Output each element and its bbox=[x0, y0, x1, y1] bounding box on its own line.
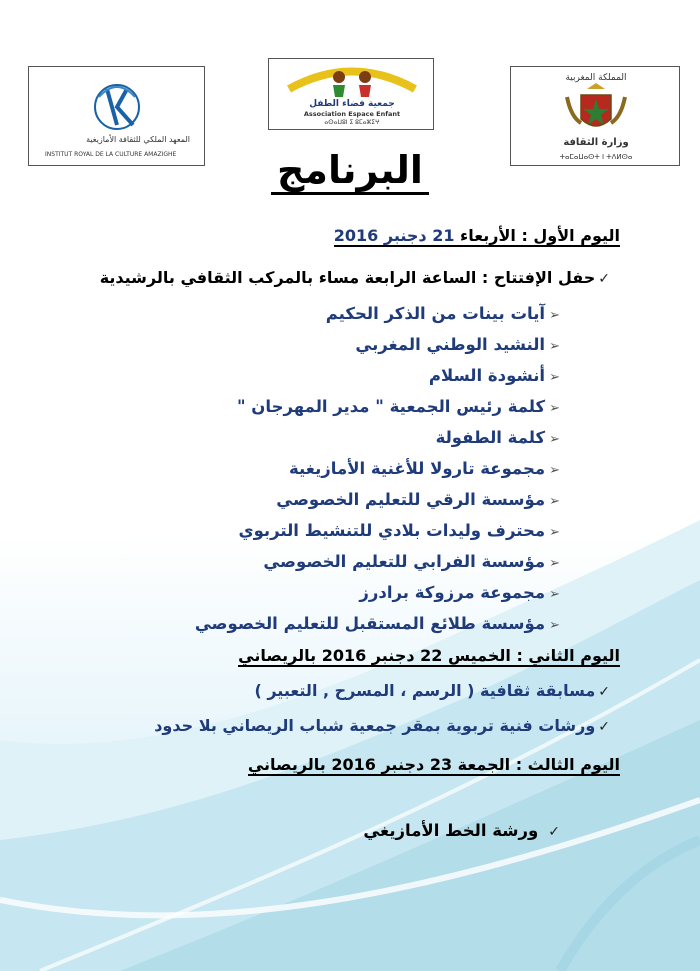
day1-heading-date: 21 دجنبر 2016 bbox=[333, 226, 455, 245]
list-item: ➢مؤسسة الفرابي للتعليم الخصوصي bbox=[263, 552, 560, 571]
day1-heading bbox=[334, 226, 620, 247]
list-item: ➢مؤسسة الرقي للتعليم الخصوصي bbox=[276, 490, 560, 509]
check-icon: ✓ bbox=[548, 824, 560, 840]
arrow-bullet-icon: ➢ bbox=[549, 587, 560, 602]
association-name-tf: ⴰⵙⴰⵡⵓⵏ ⵉ ⵓⵎⴰⵣⵉⵖ bbox=[324, 119, 380, 126]
ministry-name-ar: وزارة الثقافة bbox=[563, 137, 629, 148]
arrow-bullet-icon: ➢ bbox=[549, 308, 560, 323]
check-icon: ✓ bbox=[598, 271, 610, 287]
ircam-name-fr: INSTITUT ROYAL DE LA CULTURE AMAZIGHE bbox=[45, 151, 177, 158]
day2-heading: اليوم الثاني : الخميس 22 دجنبر 2016 بالريصاني bbox=[238, 646, 620, 665]
list-item: ➢كلمة رئيس الجمعية " مدير المهرجان " bbox=[236, 397, 560, 416]
list-item: ➢النشيد الوطني المغربي bbox=[355, 335, 560, 354]
arrow-bullet-icon: ➢ bbox=[549, 525, 560, 540]
arrow-bullet-icon: ➢ bbox=[549, 432, 560, 447]
association-name-fr: Association Espace Enfant bbox=[303, 110, 401, 118]
arrow-bullet-icon: ➢ bbox=[549, 339, 560, 354]
arrow-bullet-icon: ➢ bbox=[549, 401, 560, 416]
arrow-bullet-icon: ➢ bbox=[549, 370, 560, 385]
day1-heading-prefix: اليوم الأول : الأربعاء bbox=[460, 226, 620, 245]
check-icon: ✓ bbox=[598, 719, 610, 735]
arrow-bullet-icon: ➢ bbox=[549, 494, 560, 509]
page-title: البرنامج bbox=[0, 148, 700, 192]
list-item: ➢مجموعة مرزوكة برادرز bbox=[359, 583, 560, 602]
ircam-name-ar: المعهد الملكي للثقافة الأمازيغية bbox=[86, 135, 190, 144]
workshops-line: ✓ورشات فنية تربوية بمقر جمعية شباب الريصاني بلا حدود bbox=[154, 716, 610, 735]
association-logo bbox=[268, 58, 434, 130]
list-item: ➢مجموعة تارولا للأغنية الأمازيغية bbox=[289, 459, 560, 478]
ministry-name-tf: ⵜⴰⵎⴰⵡⴰⵙⵜ ⵏ ⵜⴷⵍⵙⴰ bbox=[559, 153, 633, 161]
competition-line: ✓مسابقة ثقافية ( الرسم ، المسرح , التعبير ) bbox=[254, 681, 610, 700]
tifinagh-workshop-line: ✓ورشة الخط الأمازيغي bbox=[363, 821, 560, 840]
list-item: ➢أنشودة السلام bbox=[428, 366, 560, 385]
association-name-ar: جمعية فضاء الطفل bbox=[309, 99, 395, 109]
day3-heading: اليوم الثالث : الجمعة 23 دجنبر 2016 بالريصاني bbox=[247, 755, 620, 774]
list-item: ➢آيات بينات من الذكر الحكيم bbox=[325, 304, 560, 323]
list-item: ➢كلمة الطفولة bbox=[435, 428, 560, 447]
list-item: ➢مؤسسة طلائع المستقبل للتعليم الخصوصي bbox=[194, 614, 560, 633]
arrow-bullet-icon: ➢ bbox=[549, 463, 560, 478]
kingdom-name-ar: المملكة المغربية bbox=[565, 73, 627, 83]
arrow-bullet-icon: ➢ bbox=[549, 556, 560, 571]
check-icon: ✓ bbox=[598, 684, 610, 700]
opening-line: ✓حفل الإفتتاح : الساعة الرابعة مساء بالمركب الثقافي بالرشيدية bbox=[99, 268, 610, 287]
day1-items bbox=[195, 298, 560, 639]
arrow-bullet-icon: ➢ bbox=[549, 618, 560, 633]
list-item: ➢محترف وليدات بلادي للتنشيط التربوي bbox=[238, 521, 560, 540]
